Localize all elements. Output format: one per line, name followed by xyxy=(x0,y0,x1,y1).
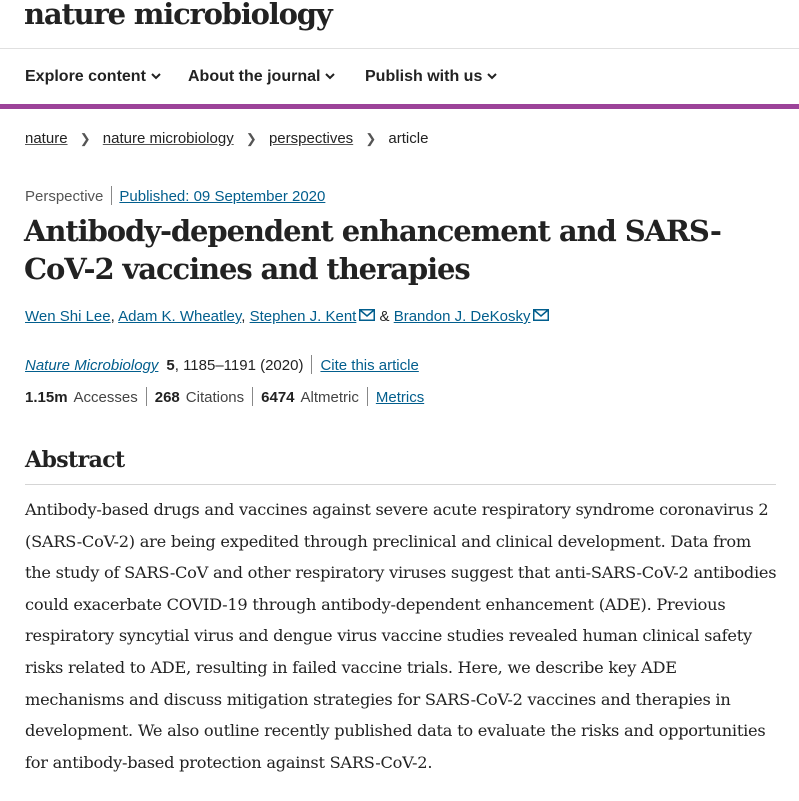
author-list xyxy=(25,308,549,325)
metrics-divider xyxy=(367,387,368,406)
citations-label: Citations xyxy=(185,389,245,406)
breadcrumb xyxy=(25,130,428,147)
author-link[interactable]: Adam K. Wheatley xyxy=(118,308,242,325)
author-link[interactable]: Wen Shi Lee xyxy=(25,308,111,325)
site-header xyxy=(0,0,799,49)
meta-divider xyxy=(111,186,112,205)
citation-line xyxy=(25,355,419,374)
author-separator: , xyxy=(241,308,246,325)
nav-about-journal[interactable] xyxy=(188,68,336,86)
article-type: Perspective xyxy=(25,188,104,205)
chevron-right-icon: ❯ xyxy=(365,131,377,146)
nav-item-label: About the journal xyxy=(188,68,321,85)
author-link[interactable]: Stephen J. Kent xyxy=(249,308,357,325)
envelope-icon[interactable] xyxy=(359,309,375,321)
article-title: Antibody-dependent enhancement and SARS-CoV-2 vaccines and therapies xyxy=(24,214,721,286)
chevron-right-icon: ❯ xyxy=(79,131,91,146)
metrics-link[interactable]: Metrics xyxy=(375,389,425,406)
nav-explore-content[interactable] xyxy=(25,68,162,86)
metrics-divider xyxy=(146,387,147,406)
author-and: & xyxy=(379,308,390,325)
envelope-icon[interactable] xyxy=(533,309,549,321)
pages-year: , 1185–1191 (2020) xyxy=(174,357,304,374)
author-separator: , xyxy=(110,308,115,325)
accesses-count: 1.15m xyxy=(25,389,68,406)
journal-link[interactable]: Nature Microbiology xyxy=(25,357,159,374)
chevron-down-icon xyxy=(150,70,162,82)
nav-item-label: Publish with us xyxy=(365,68,483,85)
site-logo[interactable]: nature microbiology xyxy=(24,0,332,31)
nav-publish-with-us[interactable] xyxy=(365,68,498,86)
chevron-down-icon xyxy=(486,70,498,82)
published-date-link[interactable]: Published: 09 September 2020 xyxy=(119,188,326,205)
chevron-right-icon: ❯ xyxy=(245,131,257,146)
cite-this-article-link[interactable]: Cite this article xyxy=(320,357,419,374)
main-nav xyxy=(0,50,799,104)
nav-accent-line xyxy=(0,104,799,109)
breadcrumb-nature-microbiology[interactable]: nature microbiology xyxy=(102,130,234,147)
volume: 5 xyxy=(166,357,175,374)
chevron-down-icon xyxy=(324,70,336,82)
citation-divider xyxy=(311,355,312,374)
breadcrumb-current: article xyxy=(388,130,429,147)
abstract-heading: Abstract xyxy=(25,447,776,485)
nav-item-label: Explore content xyxy=(25,68,146,85)
altmetric-score: 6474 xyxy=(261,389,295,406)
article-meta xyxy=(25,186,325,205)
breadcrumb-nature[interactable]: nature xyxy=(25,130,68,147)
article-metrics xyxy=(25,387,424,406)
metrics-divider xyxy=(252,387,253,406)
altmetric-label: Altmetric xyxy=(300,389,359,406)
citations-count: 268 xyxy=(154,389,180,406)
abstract-text: Antibody-based drugs and vaccines against severe acute respiratory syndrome coronavirus 2 (SARS-CoV-2) are being expedited through preclinical and clinical development. Data from the study of SARS-CoV and other respiratory viruses suggest that anti-SARS-CoV-2 antibodies could exacerbate COVID-19 through antibody-dependent enhancement (ADE). Previous respiratory syncytial virus and dengue virus vaccine studies revealed human clinical safety risks related to ADE, resulting in failed vaccine trials. Here, we describe key ADE mechanisms and discuss mitigation strategies for SARS-CoV-2 vaccines and therapies in development. We also outline recently published data to evaluate the risks and opportunities for antibody-based protection against SARS-CoV-2. xyxy=(25,500,777,772)
accesses-label: Accesses xyxy=(73,389,138,406)
author-link[interactable]: Brandon J. DeKosky xyxy=(393,308,531,325)
breadcrumb-perspectives[interactable]: perspectives xyxy=(268,130,354,147)
